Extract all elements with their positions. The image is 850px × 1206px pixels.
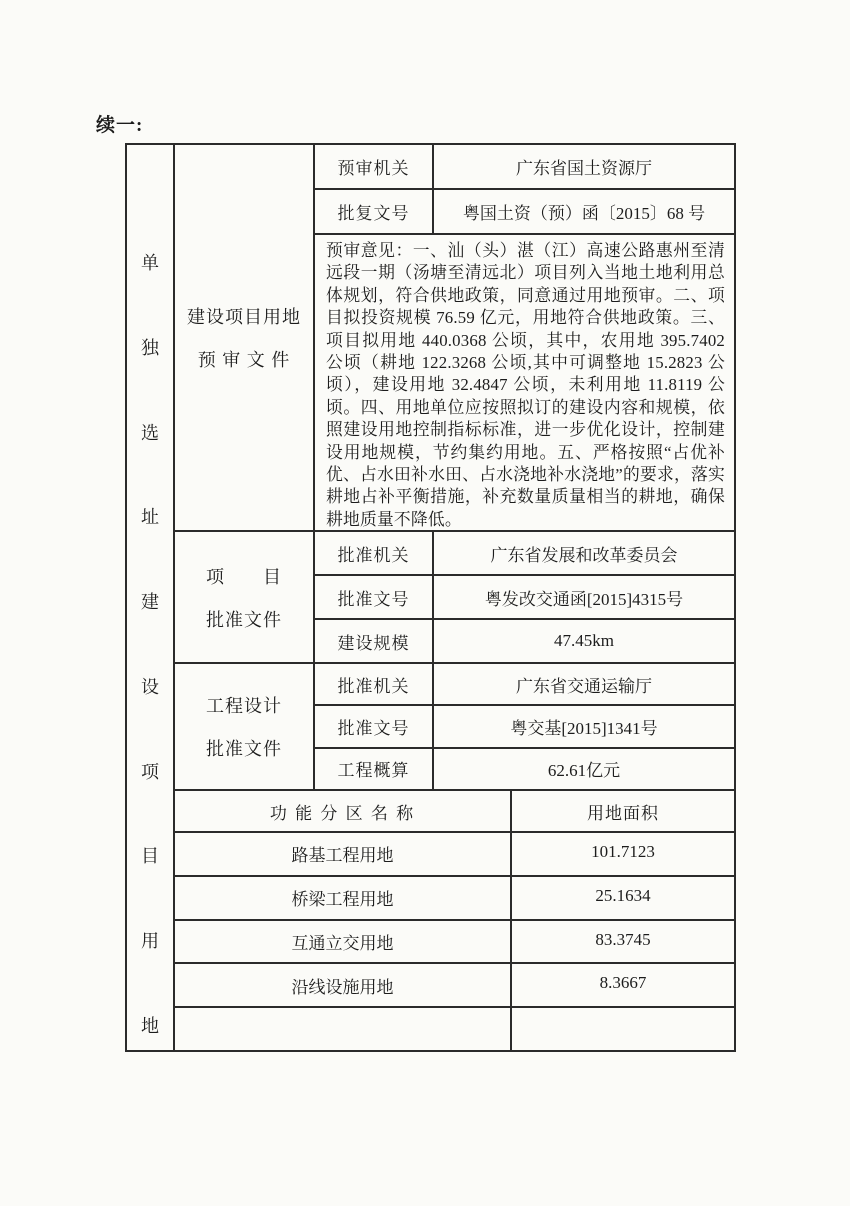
section-title-line: 批准文件 [206, 609, 282, 630]
zone-area-value [512, 1008, 734, 1050]
table-row-empty [175, 1008, 734, 1050]
section-title-line: 预 审 文 件 [197, 350, 291, 370]
pre-review-agency-value: 广东省国土资源厅 [516, 159, 652, 178]
zone-area-header: 用地面积 [587, 803, 659, 823]
pre-review-opinion-text: 预审意见：一、汕（头）湛（江）高速公路惠州至清远段一期（汤塘至清远北）项目列入当地土地利用总体规划，符合供地政策，同意通过用地预审。二、项目拟投资规模 76.59 亿元，用地符合供地政策。三、项目拟用地 440.0368 公顷，其中，农用地 395.7402 公顷（耕地 122.3268 公顷,其中可调整地 15.2823 公顷），建设用地 32.4847 公顷，未利用地 11.8119 公顷。四、用地单位应按照拟订的建设内容和规模，依照建设用地控制指标标准，进一步优化设计，控制建设用地规模，节约集约用地。五、严格按照“占优补优、占水田补水田、占水浇地补水浇地”的要求，落实耕地占补平衡措施，补充数量质量相当的耕地，确保耕地质量不降低。 [326, 241, 725, 529]
zone-name: 路基工程用地 [175, 833, 512, 875]
table-row [315, 749, 734, 789]
section-title-line: 批准文件 [206, 739, 282, 759]
reply-doc-number-value: 粤国土资（预）函〔2015〕68 号 [462, 204, 706, 223]
table-row [175, 877, 734, 921]
table-row [315, 706, 734, 748]
table-row [315, 145, 734, 190]
functional-zones-header-row [175, 791, 734, 833]
project-budget-value: 62.61亿元 [547, 761, 621, 781]
table-row [175, 833, 734, 877]
construction-scale-label: 建设规模 [315, 620, 434, 662]
table-row [315, 190, 734, 235]
section-title-line: 工程设计 [206, 696, 282, 716]
approval-agency-value: 广东省发展和改革委员会 [490, 545, 678, 565]
side-title-char: 项 [141, 761, 159, 782]
zone-area-value: 25.1634 [595, 885, 651, 905]
section-design-approval-documents [175, 664, 734, 791]
pre-review-rows [315, 145, 734, 530]
table-row [315, 532, 734, 576]
section-project-approval-documents [175, 532, 734, 664]
section-title-pre-review [175, 145, 315, 530]
zone-name: 互通立交用地 [175, 921, 512, 963]
project-approval-rows [315, 532, 734, 662]
approval-agency-label: 批准机关 [315, 532, 434, 574]
zone-name: 沿线设施用地 [175, 964, 512, 1006]
functional-zones-block [175, 791, 734, 1050]
approval-doc-number-label: 批准文号 [315, 576, 434, 618]
side-title-char: 选 [141, 422, 159, 443]
zone-area-value: 101.7123 [591, 842, 655, 861]
section-pre-review-documents [175, 145, 734, 532]
design-approval-agency-value: 广东省交通运输厅 [516, 676, 652, 696]
zone-area-value: 8.3667 [599, 973, 647, 993]
reply-doc-number-label: 批复文号 [315, 190, 434, 233]
continuation-label: 续一: [96, 115, 144, 136]
design-approval-agency-label: 批准机关 [315, 664, 434, 704]
zone-area-value: 83.3745 [595, 929, 651, 949]
table-main-area [175, 145, 734, 1050]
design-doc-number-label: 批准文号 [315, 706, 434, 746]
zone-name: 桥梁工程用地 [175, 877, 512, 919]
table-row [315, 664, 734, 706]
side-title-char: 址 [141, 507, 159, 528]
section-title-design-approval [175, 664, 315, 789]
table-side-title-column [127, 145, 175, 1050]
side-title-char: 目 [141, 846, 159, 867]
side-title-char: 用 [141, 931, 159, 952]
construction-scale-value: 47.45km [554, 631, 614, 650]
side-title-char: 地 [141, 1015, 159, 1036]
design-approval-rows [315, 664, 734, 789]
side-title-char: 设 [141, 676, 159, 697]
table-row [175, 964, 734, 1008]
table-row [315, 620, 734, 662]
side-title-char: 单 [141, 253, 159, 273]
section-title-line: 建设项目用地 [187, 307, 301, 327]
table-row [175, 921, 734, 965]
design-doc-number-value: 粤交基[2015]1341号 [510, 718, 658, 738]
side-title-char: 独 [141, 337, 159, 358]
zone-name [175, 1008, 512, 1050]
table-row [315, 576, 734, 620]
pre-review-agency-label: 预审机关 [315, 145, 434, 188]
zone-name-header: 功 能 分 区 名 称 [175, 791, 512, 831]
section-title-project-approval [175, 532, 315, 662]
side-title-char: 建 [141, 592, 159, 613]
section-title-line: 项 目 [206, 566, 282, 587]
project-budget-label: 工程概算 [315, 749, 434, 789]
approval-doc-number-value: 粤发改交通函[2015]4315号 [484, 589, 684, 609]
land-use-approval-table [125, 143, 736, 1052]
